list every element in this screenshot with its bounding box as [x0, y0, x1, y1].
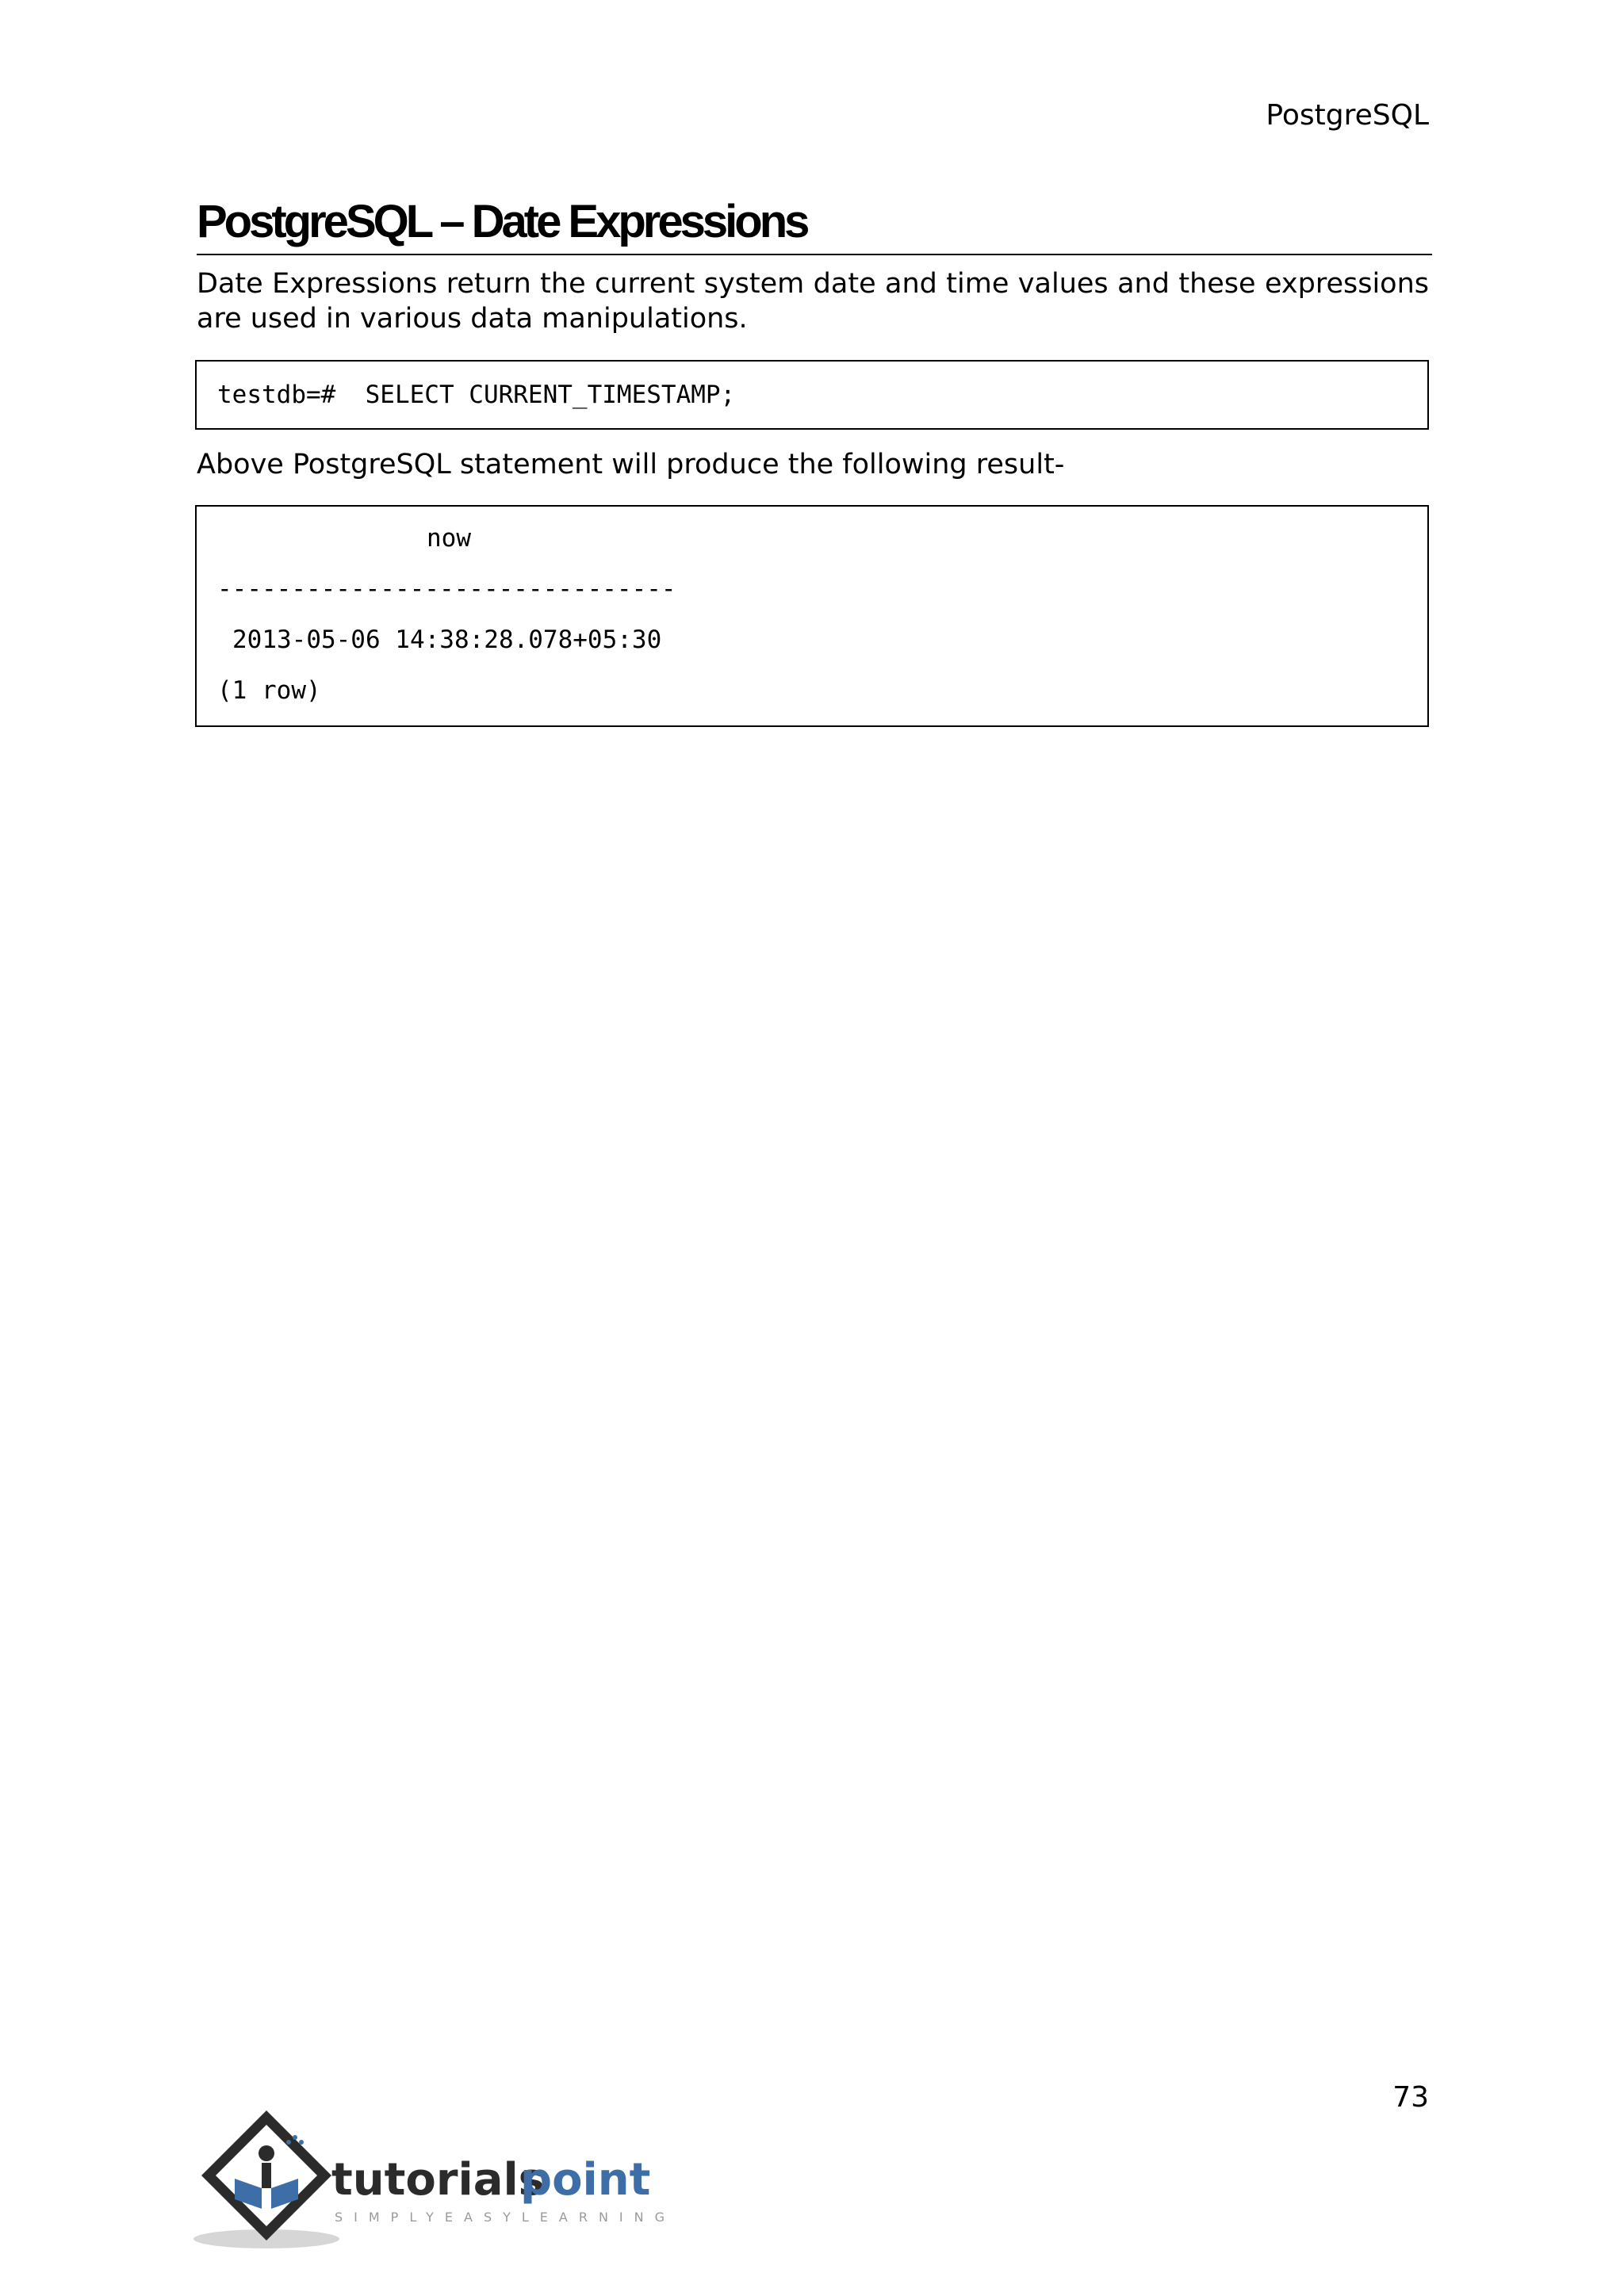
chapter-title: PostgreSQL – Date Expressions — [197, 193, 1432, 255]
running-header: PostgreSQL — [1266, 99, 1429, 132]
query-line: testdb=# SELECT CURRENT_TIMESTAMP; — [217, 381, 736, 409]
logo-wordmark-part1: tutorials — [331, 2154, 546, 2206]
page-number: 73 — [1392, 2081, 1429, 2114]
logo-wordmark-part2: point — [520, 2154, 651, 2206]
logo-tagline: SIMPLYEASYLEARNING — [335, 2210, 676, 2225]
tutorialspoint-logo — [190, 2106, 682, 2248]
intro-paragraph: Date Expressions return the current system date and time values and these expressions are used in various data manipulations. — [197, 268, 1429, 335]
output-column-header: now — [427, 524, 471, 553]
output-row-count: (1 row) — [217, 676, 321, 705]
result-intro-paragraph: Above PostgreSQL statement will produce the following result- — [197, 449, 1065, 480]
output-code-block — [195, 505, 1429, 727]
query-code-block — [195, 360, 1429, 430]
output-value: 2013-05-06 14:38:28.078+05:30 — [232, 626, 662, 654]
output-separator: ------------------------------- — [217, 575, 676, 603]
tutorialspoint-logo-icon — [190, 2106, 682, 2248]
